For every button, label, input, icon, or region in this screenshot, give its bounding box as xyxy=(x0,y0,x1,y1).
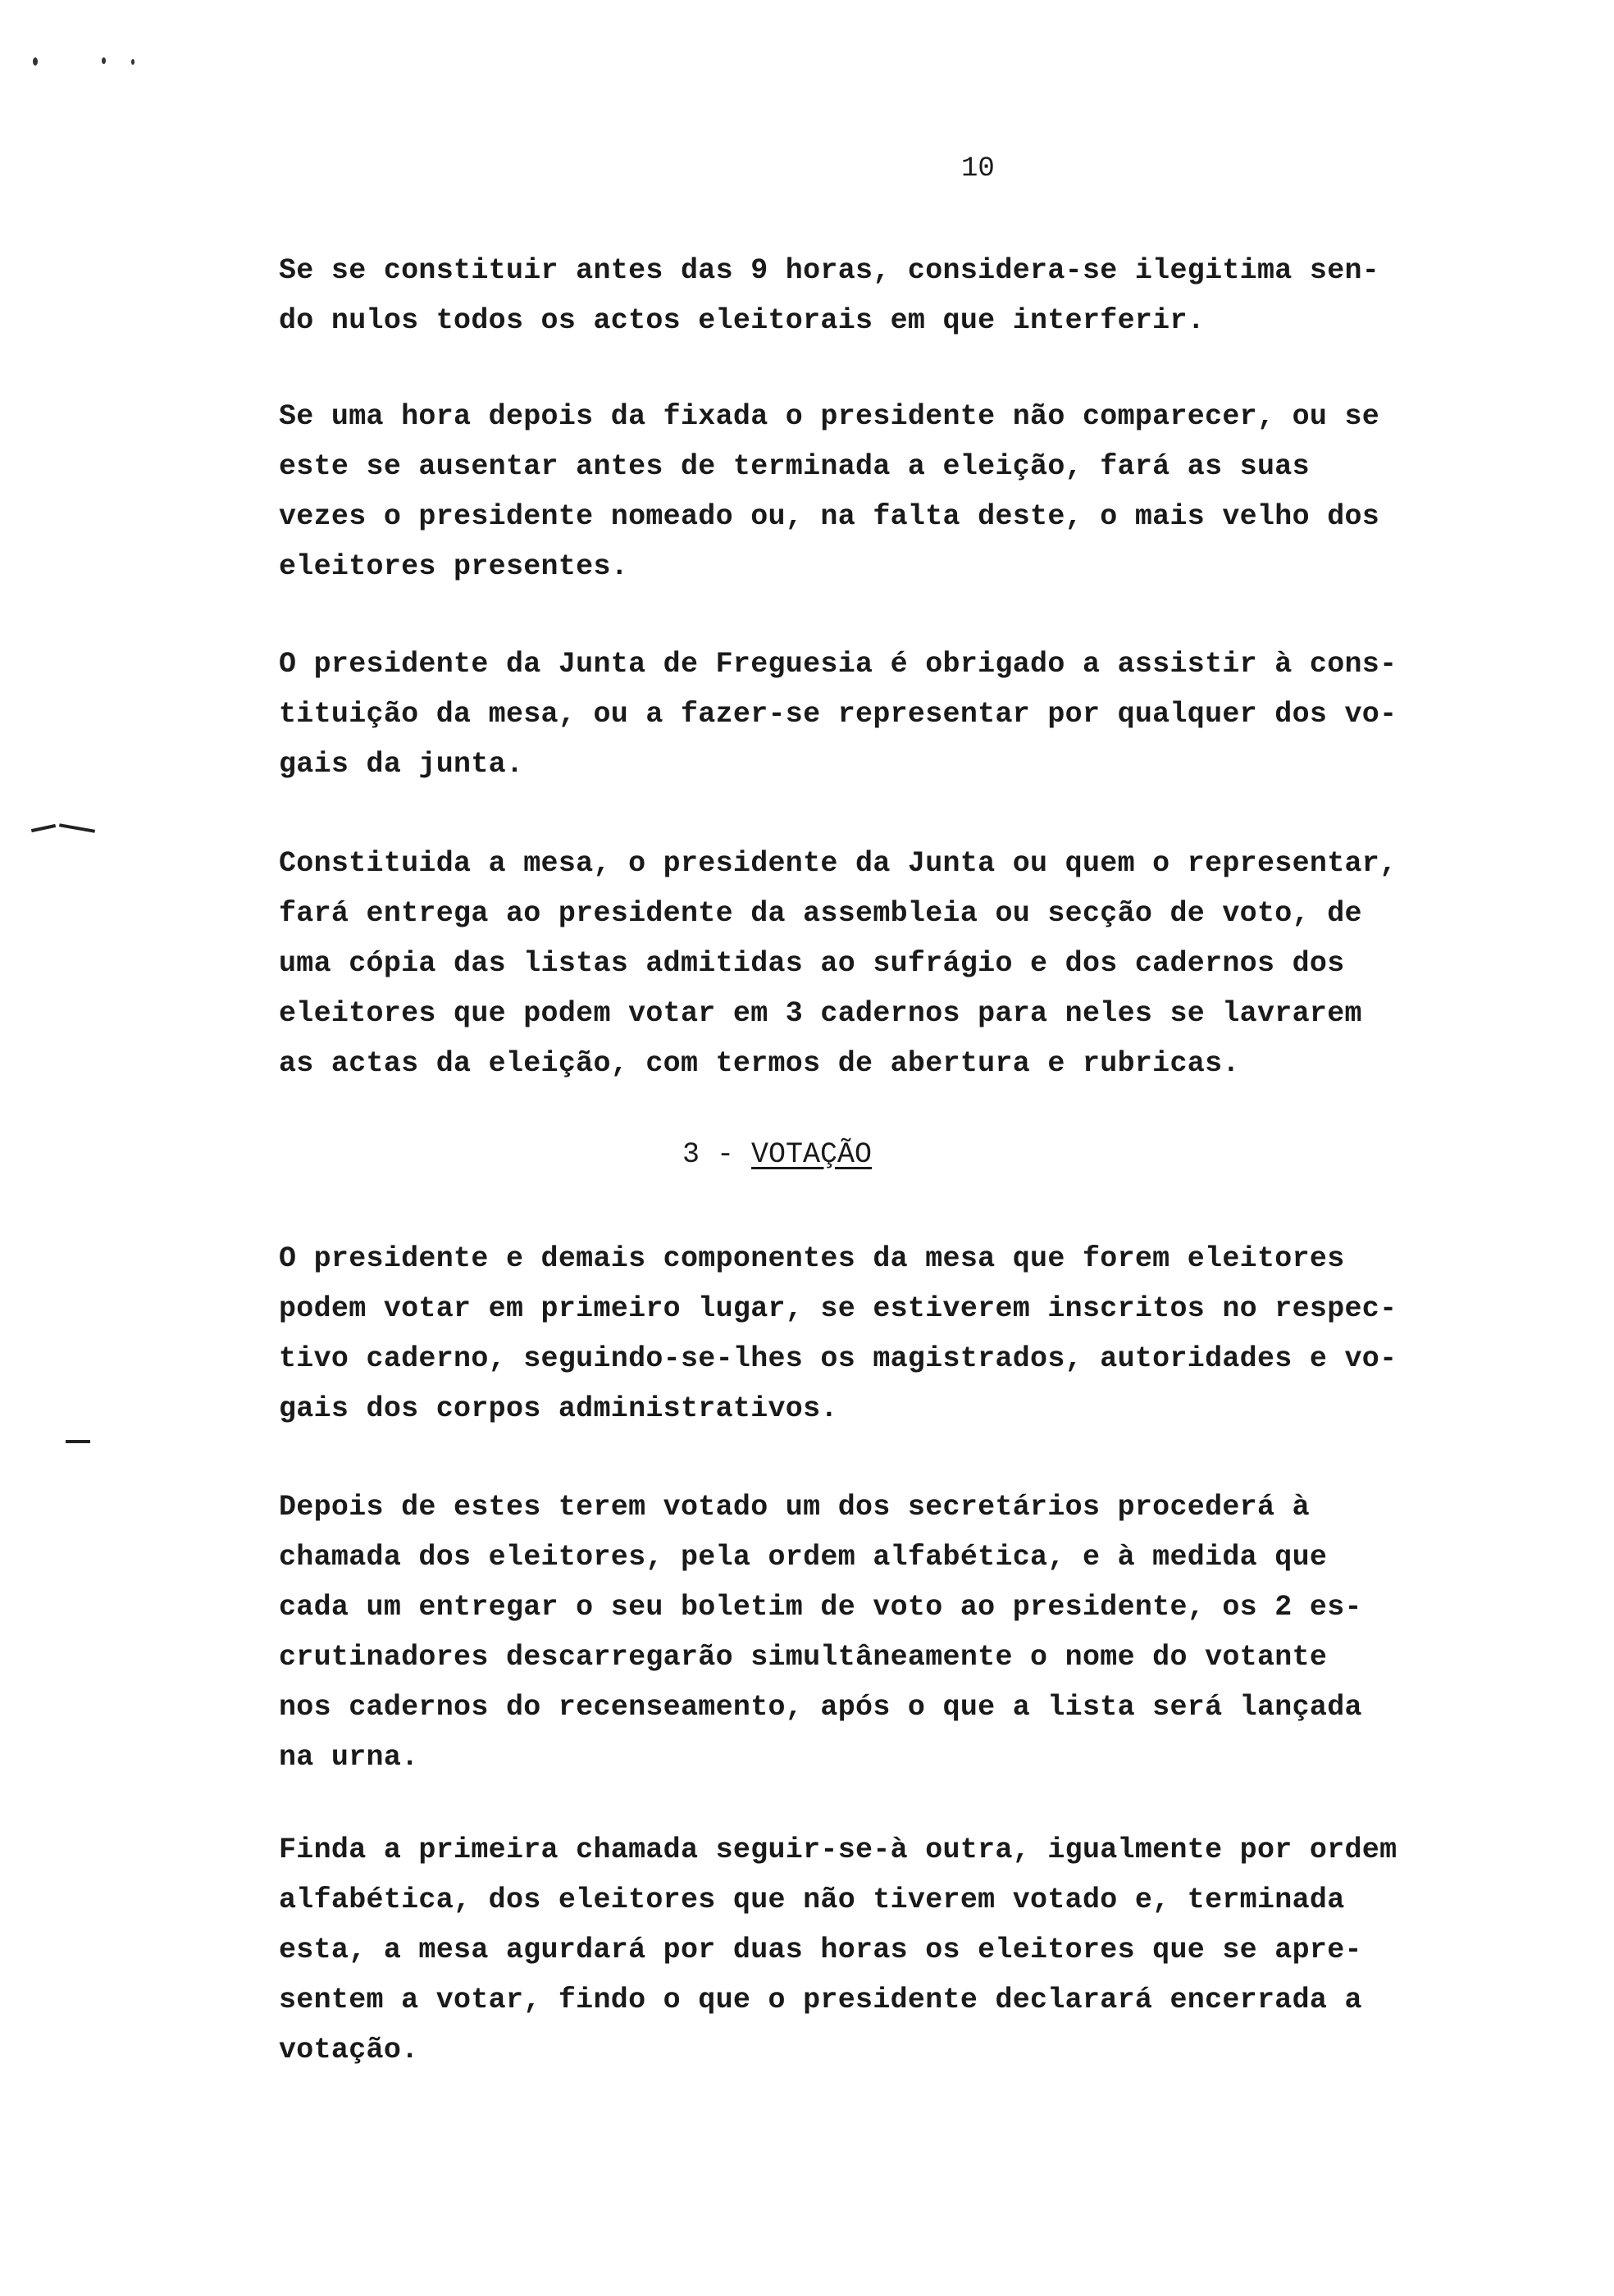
text-line: tituição da mesa, ou a fazer-se representar por qualquer dos vo- xyxy=(279,698,1397,731)
paragraph xyxy=(279,1483,1575,1783)
text-line: podem votar em primeiro lugar, se estiverem inscritos no respec- xyxy=(279,1292,1397,1325)
text-line: gais da junta. xyxy=(279,748,524,781)
text-line: votação. xyxy=(279,2034,419,2066)
paragraph xyxy=(279,839,1575,1089)
text-line: eleitores que podem votar em 3 cadernos para neles se lavrarem xyxy=(279,997,1362,1030)
paragraph xyxy=(279,640,1575,790)
text-line: O presidente da Junta de Freguesia é obrigado a assistir à cons- xyxy=(279,648,1397,681)
text-line: Se uma hora depois da fixada o presidente não comparecer, ou se xyxy=(279,400,1380,433)
text-line: do nulos todos os actos eleitorais em que interferir. xyxy=(279,304,1206,337)
paragraph xyxy=(279,1234,1575,1434)
text-line: cada um entregar o seu boletim de voto ao presidente, os 2 es- xyxy=(279,1591,1362,1624)
text-line: fará entrega ao presidente da assembleia ou secção de voto, de xyxy=(279,897,1362,930)
section-heading xyxy=(682,1134,872,1175)
text-line: Depois de estes terem votado um dos secretários procederá à xyxy=(279,1491,1310,1524)
margin-mark xyxy=(31,824,56,832)
text-line: esta, a mesa agurdará por duas horas os eleitores que se apre- xyxy=(279,1934,1362,1966)
text-line: gais dos corpos administrativos. xyxy=(279,1392,838,1425)
text-line: sentem a votar, findo o que o presidente declarará encerrada a xyxy=(279,1984,1362,2016)
text-line: Finda a primeira chamada seguir-se-à outra, igualmente por ordem xyxy=(279,1834,1397,1866)
scan-speck xyxy=(102,57,106,64)
text-line: Se se constituir antes das 9 horas, considera-se ilegitima sen- xyxy=(279,254,1380,287)
margin-mark xyxy=(66,1440,90,1443)
page-number: 10 xyxy=(961,153,995,184)
text-line: nos cadernos do recenseamento, após o que a lista será lançada xyxy=(279,1691,1362,1724)
text-line: chamada dos eleitores, pela ordem alfabética, e à medida que xyxy=(279,1541,1328,1574)
scan-speck xyxy=(33,57,38,66)
text-line: este se ausentar antes de terminada a eleição, fará as suas xyxy=(279,450,1310,483)
text-line: tivo caderno, seguindo-se-lhes os magistrados, autoridades e vo- xyxy=(279,1342,1397,1375)
paragraph xyxy=(279,1825,1575,2075)
text-line: eleitores presentes. xyxy=(279,550,629,583)
text-line: vezes o presidente nomeado ou, na falta deste, o mais velho dos xyxy=(279,500,1380,533)
section-number: 3 - xyxy=(682,1138,735,1171)
text-line: na urna. xyxy=(279,1741,419,1774)
text-line: Constituida a mesa, o presidente da Junta ou quem o representar, xyxy=(279,847,1397,880)
text-line: alfabética, dos eleitores que não tiverem votado e, terminada xyxy=(279,1884,1345,1916)
paragraph xyxy=(279,246,1575,346)
margin-mark xyxy=(59,823,95,833)
paragraph xyxy=(279,392,1575,592)
text-line: O presidente e demais componentes da mesa que forem eleitores xyxy=(279,1242,1345,1275)
text-line: as actas da eleição, com termos de abertura e rubricas. xyxy=(279,1047,1240,1080)
text-line: crutinadores descarregarão simultâneamente o nome do votante xyxy=(279,1641,1328,1674)
text-line: uma cópia das listas admitidas ao sufrágio e dos cadernos dos xyxy=(279,947,1345,980)
section-title: VOTAÇÃO xyxy=(751,1138,873,1171)
scan-speck xyxy=(131,59,134,65)
